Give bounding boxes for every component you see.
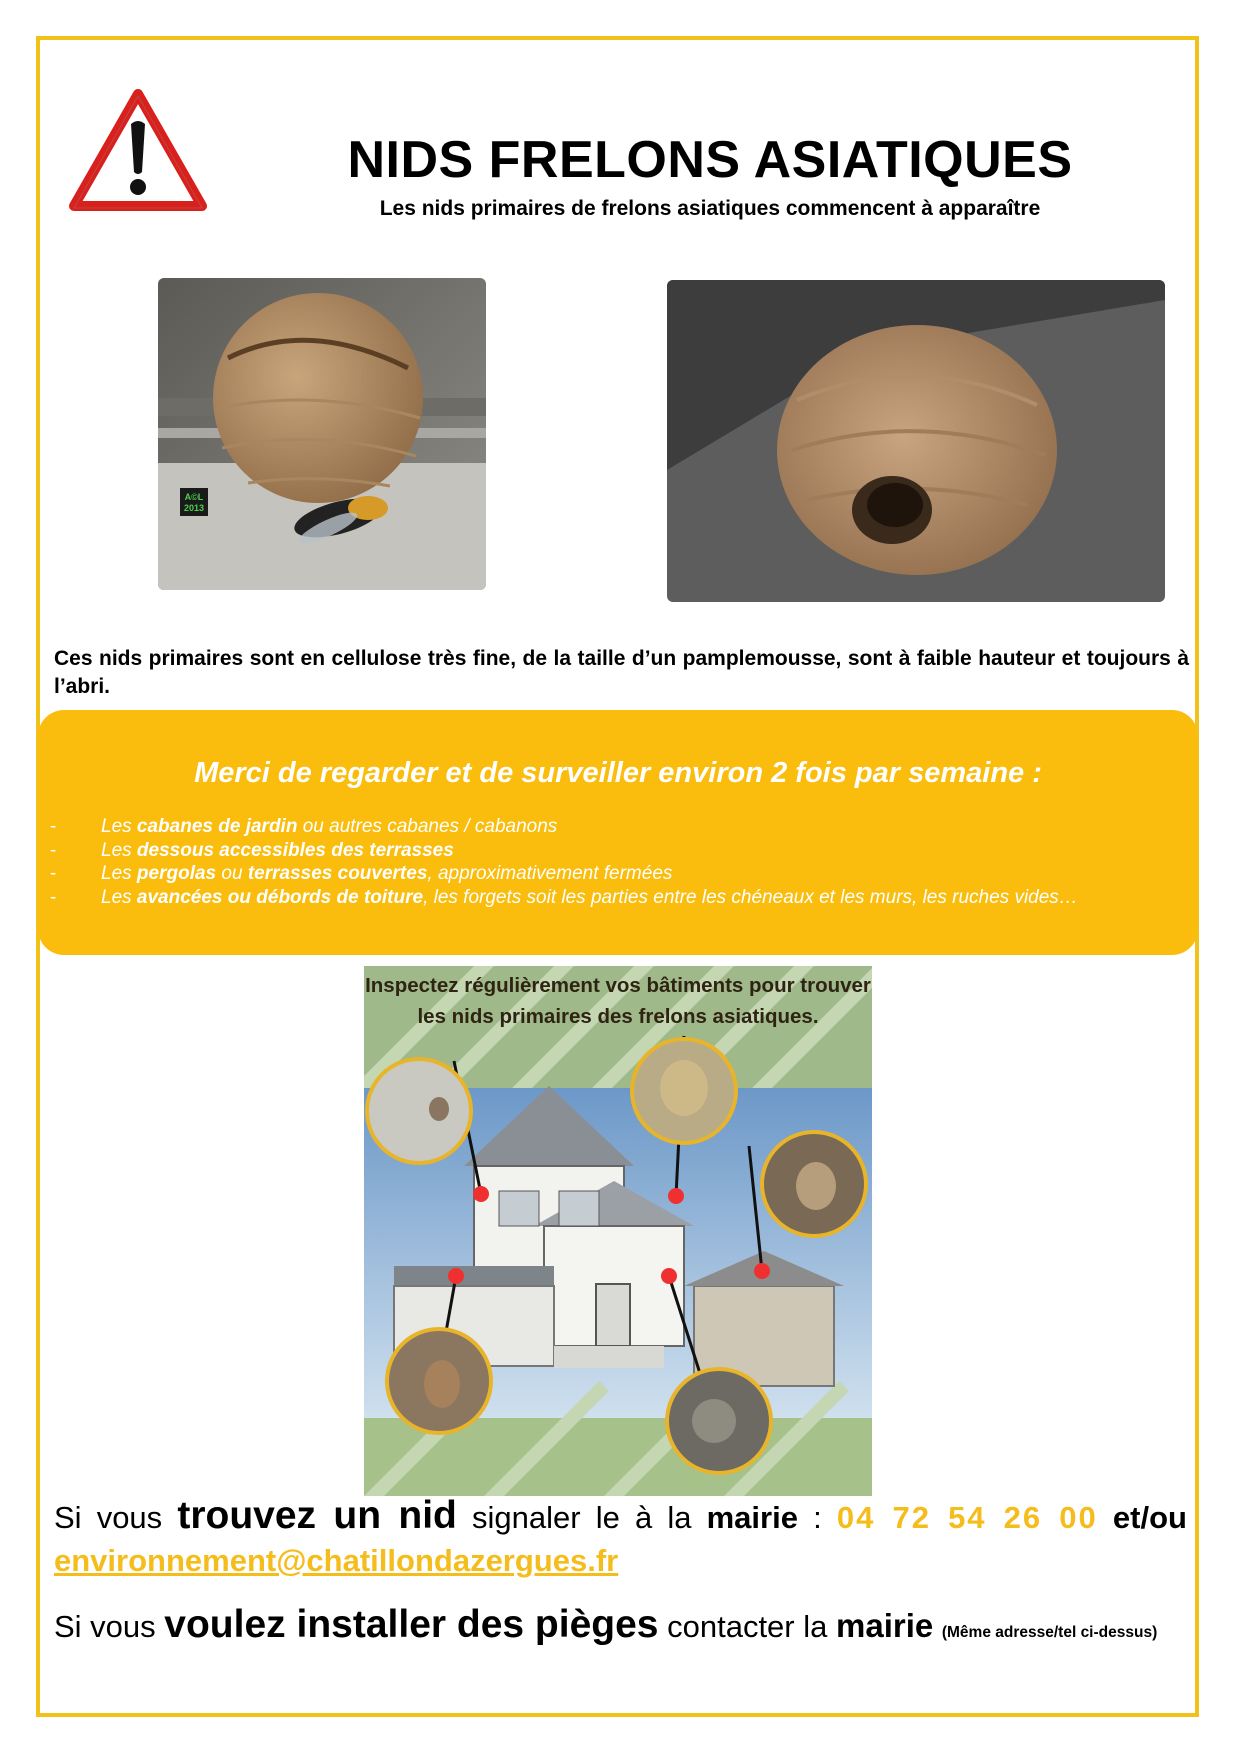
contact-line-nest: Si vous trouvez un nid signaler le à la mairie : 04 72 54 26 00 et/ou <box>54 1494 1187 1537</box>
page-title: NIDS FRELONS ASIATIQUES <box>347 131 1073 189</box>
list-item: - Les dessous accessibles des terrasses <box>50 839 454 861</box>
list-item: - Les pergolas ou terrasses couvertes, approximativement fermées <box>50 863 673 884</box>
inspection-infographic <box>364 966 872 1496</box>
svg-text:A©L: A©L <box>184 492 204 502</box>
environment-email-link[interactable]: environnement@chatillondazergues.fr <box>54 1543 619 1578</box>
list-item: - Les avancées ou débords de toiture, les forgets soit les parties entre les chéneaux et les murs, les ruches vides… <box>50 886 1078 908</box>
checklist <box>50 815 1078 909</box>
nest-description: Ces nids primaires sont en cellulose très fine, de la taille d’un pamplemousse, sont à faible hauteur et toujours à l’abri. <box>54 647 1189 698</box>
list-item: - Les cabanes de jardin ou autres cabanes / cabanons <box>50 816 558 837</box>
contact-line-traps: Si vous voulez installer des pièges contacter la mairie (Même adresse/tel ci-dessus) <box>54 1603 1158 1646</box>
svg-text:2013: 2013 <box>183 503 205 513</box>
nest-photo-opening <box>667 280 1165 602</box>
mairie-phone: 04 72 54 26 00 <box>836 1500 1098 1535</box>
nest-photo-with-hornet <box>158 278 486 590</box>
warning-triangle-icon <box>68 88 208 214</box>
surveillance-banner <box>38 710 1198 955</box>
infographic-title: Inspectez régulièrement vos bâtiments pour trouver les nids primaires des frelons asiatiques. <box>365 974 871 1028</box>
banner-title: Merci de regarder et de surveiller environ 2 fois par semaine : <box>194 757 1042 789</box>
page-subtitle: Les nids primaires de frelons asiatiques commencent à apparaître <box>379 197 1041 220</box>
